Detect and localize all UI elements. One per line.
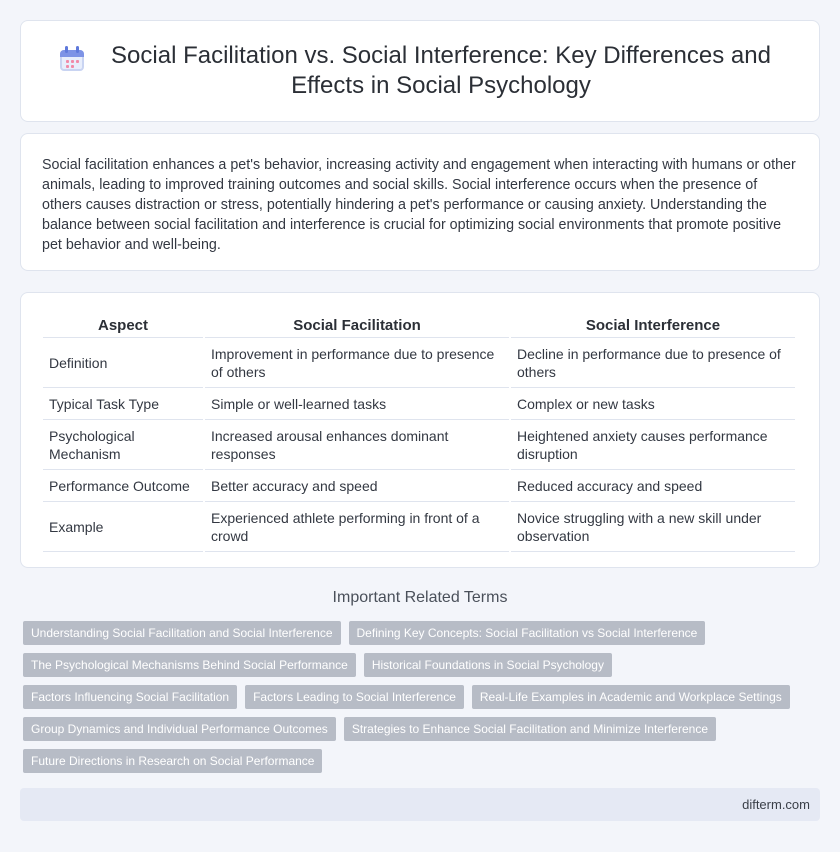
related-term-tag[interactable]: Factors Influencing Social Facilitation [23, 685, 237, 709]
intro-text: Social facilitation enhances a pet's behavior, increasing activity and engagement when interacting with humans or other animals, leading to improved training outcomes and social skills. Social interference occurs when the presence of others causes distraction or stress, potentially hindering a pet's performance or causing anxiety. Understanding the balance between social facilitation and interference is crucial for optimizing social environments that promote positive pet behavior and well-being. [42, 157, 796, 253]
comparison-table [41, 312, 797, 552]
table-cell: Heightened anxiety causes performance disruption [511, 420, 795, 470]
table-row [43, 470, 795, 502]
related-term-tag[interactable]: Strategies to Enhance Social Facilitation and Minimize Interference [344, 717, 716, 741]
table-row [43, 420, 795, 470]
related-terms-heading: Important Related Terms [332, 589, 508, 606]
related-term-tag[interactable]: Historical Foundations in Social Psychology [364, 653, 612, 677]
table-header-row [43, 312, 795, 338]
related-terms-list [23, 621, 803, 773]
column-header-social-facilitation: Social Facilitation [205, 312, 509, 338]
intro-card [20, 133, 820, 271]
header-card [20, 20, 820, 122]
related-term-tag[interactable]: The Psychological Mechanisms Behind Social Performance [23, 653, 356, 677]
related-term-tag[interactable]: Real-Life Examples in Academic and Workplace Settings [472, 685, 790, 709]
table-row [43, 502, 795, 552]
table-cell: Experienced athlete performing in front of a crowd [205, 502, 509, 552]
footer-site-link[interactable]: difterm.com [742, 797, 810, 812]
table-cell: Novice struggling with a new skill under observation [511, 502, 795, 552]
comparison-table-card [20, 292, 820, 568]
table-cell: Improvement in performance due to presence of others [205, 338, 509, 388]
related-term-tag[interactable]: Defining Key Concepts: Social Facilitation vs Social Interference [349, 621, 706, 645]
table-cell: Example [43, 502, 203, 552]
table-cell: Increased arousal enhances dominant responses [205, 420, 509, 470]
column-header-social-interference: Social Interference [511, 312, 795, 338]
table-cell: Reduced accuracy and speed [511, 470, 795, 502]
calendar-icon [59, 46, 85, 72]
footer [20, 788, 820, 821]
table-cell: Psychological Mechanism [43, 420, 203, 470]
related-term-tag[interactable]: Understanding Social Facilitation and Social Interference [23, 621, 341, 645]
related-term-tag[interactable]: Group Dynamics and Individual Performance Outcomes [23, 717, 336, 741]
table-cell: Performance Outcome [43, 470, 203, 502]
table-cell: Better accuracy and speed [205, 470, 509, 502]
related-term-tag[interactable]: Future Directions in Research on Social Performance [23, 749, 322, 773]
column-header-aspect: Aspect [43, 312, 203, 338]
page-title: Social Facilitation vs. Social Interference: Key Differences and Effects in Social Psychology [111, 42, 771, 99]
table-cell: Typical Task Type [43, 388, 203, 420]
table-cell: Definition [43, 338, 203, 388]
table-cell: Simple or well-learned tasks [205, 388, 509, 420]
table-cell: Decline in performance due to presence of others [511, 338, 795, 388]
related-term-tag[interactable]: Factors Leading to Social Interference [245, 685, 464, 709]
table-cell: Complex or new tasks [511, 388, 795, 420]
table-row [43, 338, 795, 388]
table-row [43, 388, 795, 420]
